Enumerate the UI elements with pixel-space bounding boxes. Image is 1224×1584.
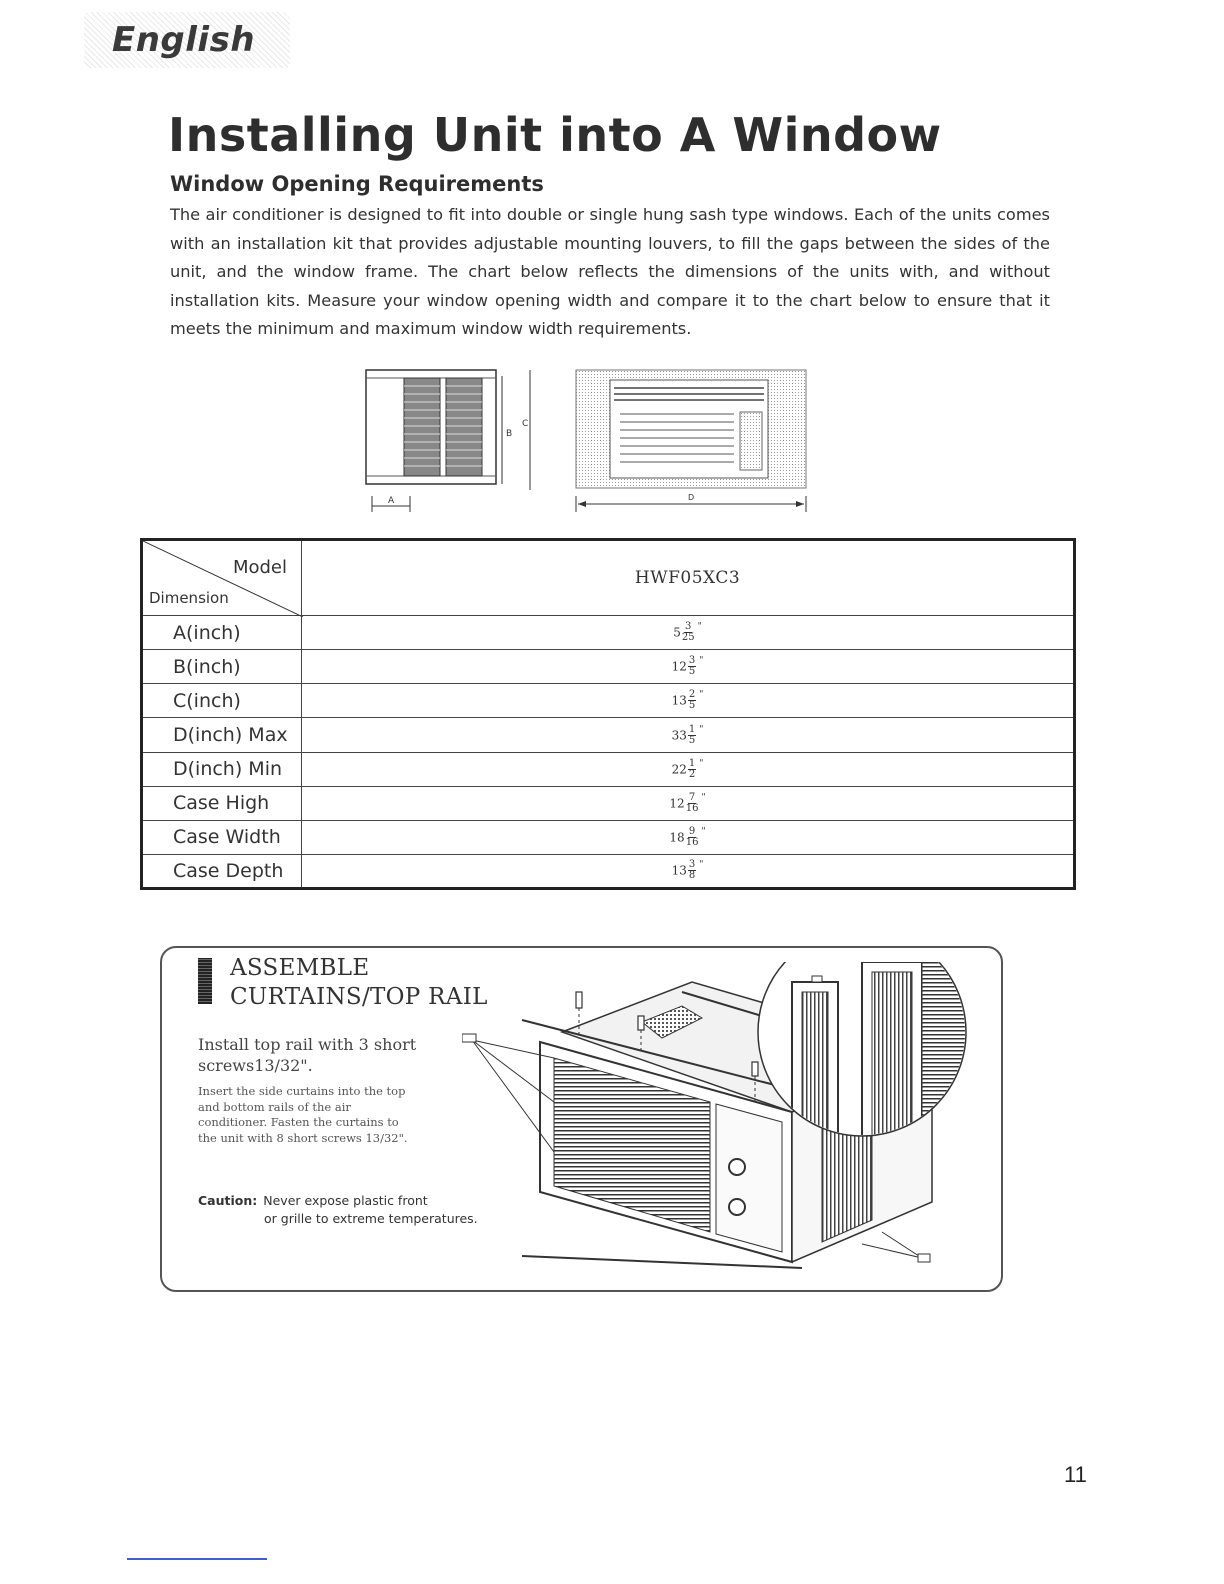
label-c: C (522, 419, 529, 429)
front-view-diagram (570, 368, 810, 514)
caution-line-1: Never expose plastic front (263, 1193, 428, 1208)
row-label: C(inch) (142, 684, 302, 718)
language-tag (84, 12, 290, 68)
table-row (142, 718, 1075, 752)
table-row (142, 854, 1075, 888)
row-value (302, 854, 1075, 888)
header-corner-cell (142, 540, 302, 616)
value-whole: 5 (673, 625, 681, 640)
assembly-illustration (462, 962, 1002, 1288)
step-number-marker (198, 958, 212, 1004)
header-model-number: HWF05XC3 (302, 540, 1075, 616)
row-label: A(inch) (142, 616, 302, 650)
row-label: D(inch) Max (142, 718, 302, 752)
table-row (142, 786, 1075, 820)
value-fraction (686, 827, 699, 848)
footer-rule (127, 1558, 267, 1560)
row-value (302, 650, 1075, 684)
value-unit: " (697, 622, 702, 633)
table-row (142, 684, 1075, 718)
row-label: B(inch) (142, 650, 302, 684)
fraction-denominator: 8 (688, 870, 696, 882)
row-value (302, 752, 1075, 786)
row-value (302, 616, 1075, 650)
table-row (142, 820, 1075, 854)
dimensions-table (140, 538, 1076, 890)
value-fraction (688, 725, 696, 746)
row-value (302, 820, 1075, 854)
fraction-numerator: 9 (688, 825, 696, 837)
value-fraction (688, 690, 696, 711)
fraction-numerator: 3 (688, 655, 696, 667)
step-title-line-2: CURTAINS/TOP RAIL (230, 984, 488, 1010)
value-whole: 33 (671, 728, 687, 743)
value-unit: " (699, 656, 704, 667)
row-value (302, 684, 1075, 718)
fraction-denominator: 5 (688, 666, 696, 678)
value-unit: " (701, 826, 706, 837)
value-whole: 13 (671, 693, 687, 708)
fraction-numerator: 3 (685, 621, 692, 633)
table-header-row (142, 540, 1075, 616)
fraction-denominator: 16 (685, 802, 699, 814)
step-detail-instruction: Insert the side curtains into the top and bottom rails of the air conditioner. Fasten the curtains to the unit with 8 short screws 13/32". (198, 1084, 408, 1145)
section-title: Window Opening Requirements (170, 172, 544, 196)
label-a: A (388, 496, 395, 506)
row-label: Case High (142, 786, 302, 820)
fraction-numerator: 2 (688, 689, 696, 701)
value-whole: 12 (669, 796, 685, 811)
fraction-numerator: 7 (688, 791, 696, 803)
row-label: Case Width (142, 820, 302, 854)
caution-label: Caution: (198, 1193, 258, 1208)
label-d: D (688, 493, 695, 502)
fraction-denominator: 5 (688, 734, 696, 746)
value-fraction (688, 656, 696, 677)
page-number: 11 (1064, 1462, 1087, 1487)
page-title: Installing Unit into A Window (168, 108, 942, 162)
row-label: Case Depth (142, 854, 302, 888)
value-whole: 13 (671, 863, 687, 878)
fraction-numerator: 3 (688, 859, 696, 871)
fraction-denominator: 2 (688, 768, 696, 780)
fraction-denominator: 25 (681, 632, 695, 644)
row-value (302, 718, 1075, 752)
value-unit: " (699, 860, 704, 871)
value-fraction (686, 793, 699, 814)
table-row (142, 752, 1075, 786)
table-row (142, 650, 1075, 684)
step-1-panel (160, 946, 1003, 1292)
caution-line-2: or grille to extreme temperatures. (264, 1211, 478, 1226)
value-unit: " (699, 758, 704, 769)
value-unit: " (701, 792, 706, 803)
fraction-numerator: 1 (688, 723, 696, 735)
header-model-label: Model (232, 557, 287, 578)
value-fraction (688, 759, 696, 780)
value-fraction (688, 860, 696, 881)
label-b: B (506, 429, 513, 439)
value-unit: " (699, 724, 704, 735)
value-unit: " (699, 690, 704, 701)
language-tag-label: English (112, 20, 256, 60)
value-whole: 18 (669, 830, 685, 845)
header-dimension-label: Dimension (149, 589, 229, 608)
value-whole: 12 (671, 659, 687, 674)
body-paragraph: The air conditioner is designed to fit into double or single hung sash type windows. Each of the units comes with an installation kit that provides adjustable mounting louvers, to fill the gaps between the sides of the unit, and the window frame. The chart below reflects the dimensions of the units with, and without installation kits. Measure your window opening width and compare it to the chart below to ensure that it meets the minimum and maximum window width requirements. (170, 205, 1050, 338)
fraction-denominator: 16 (685, 836, 699, 848)
row-value (302, 786, 1075, 820)
fraction-denominator: 5 (688, 700, 696, 712)
value-whole: 22 (671, 762, 687, 777)
side-view-diagram (360, 366, 540, 516)
table-row (142, 616, 1075, 650)
step-main-instruction: Install top rail with 3 short screws13/32". (198, 1035, 417, 1075)
row-label: D(inch) Min (142, 752, 302, 786)
step-title-line-1: ASSEMBLE (230, 955, 370, 981)
value-fraction (682, 622, 695, 643)
fraction-numerator: 1 (688, 757, 696, 769)
